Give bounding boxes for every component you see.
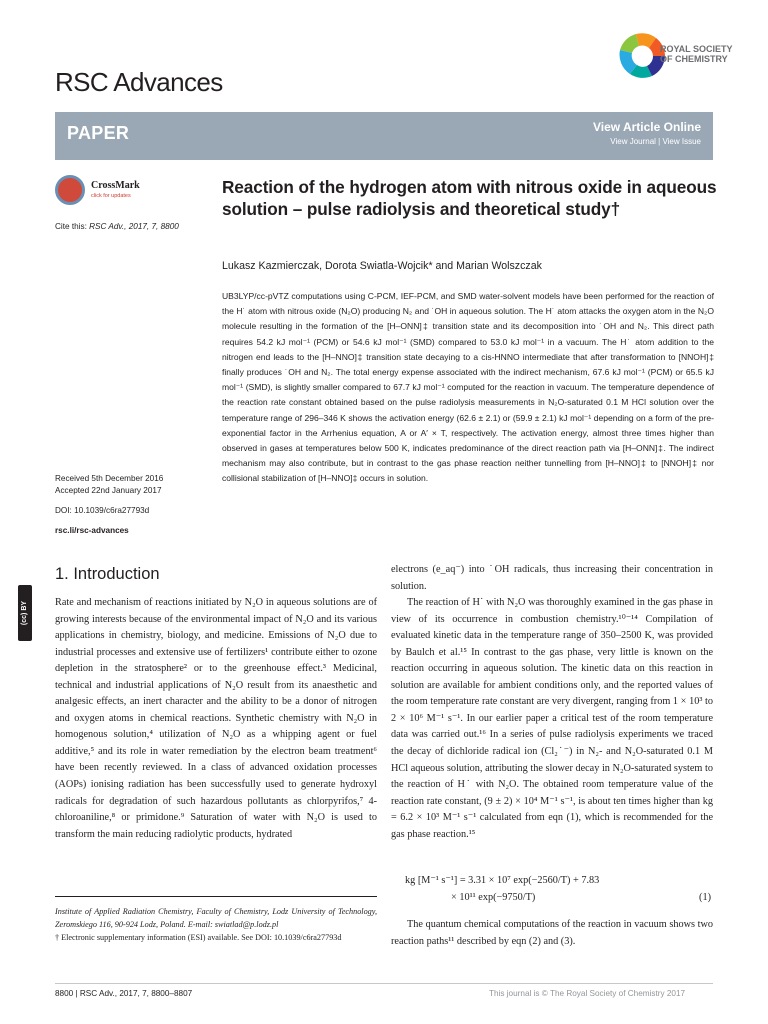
authors: Lukasz Kazmierczak, Dorota Swiatla-Wojcik* and Marian Wolszczak bbox=[222, 260, 542, 272]
body-right-column-end bbox=[391, 917, 713, 950]
footer-rule bbox=[55, 983, 713, 984]
article-type-banner bbox=[55, 112, 713, 160]
affiliation: Institute of Applied Radiation Chemistry, Faculty of Chemistry, Lodz University of Technology, Zeromskiego 116, 90-924 Lodz, Poland. E-mail: swiatlad@p.lodz.pl bbox=[55, 907, 377, 930]
paragraph: Rate and mechanism of reactions initiated by N₂O in aqueous solutions are of growing interests because of the environmental impact of N₂O and its various applications in chemistry, biology, and medicine. Emissions of N₂O due to industrial processes and extensive use of fertilizers¹ contribute either to ozone depletion in the stratosphere² or to the greenhouse effect.³ Medicinal, technical and industrial applications of N₂O result from its anaesthetic and analgesic effects, an inert character and the ability to be a donor of nitrogen and oxygen atoms in chemical reactions. Synthetic chemistry with N₂O in homogenous solution,⁴ utilization of N₂O as a whipping agent or fuel additive,⁵ and its role in water remediation by the electron beam treatment⁶ have been recently reviewed. In a class of advanced oxidation processes (AOPs) ionising radiation has been successfully used to generate hydroxyl radicals for degradation of such hazardous pollutants as chlorpyrifos,⁷ 4-chloroaniline,⁸ or primidone.⁹ Saturation of water with N₂O is used to transform the main reducing radiolytic products, hydrated bbox=[55, 597, 377, 840]
view-journal-issue-links[interactable]: View Journal | View Issue bbox=[610, 137, 701, 146]
paragraph: The reaction of H˙ with N₂O was thoroughly examined in the gas phase in view of its occurrence in combustion chemistry.¹⁰⁻¹⁴ Compilation of evaluated kinetic data in the temperature range of 350–2500 K, was provided by Baulch et al.¹⁵ In contrast to the gas phase, very little is known on the reaction occurring in aqueous solution. The kinetic data on this reaction in solution are available for ambient conditions only, and the reported values of the room temperature rate constant are very divergent, ranging from 1 × 10³ to 2 × 10⁶ M⁻¹ s⁻¹. In our earlier paper a critical test of the room temperature data was carried out.¹⁶ In a series of pulse radiolysis experiments we traced the decay of dichloride radical ion (Cl₂˙⁻) in N₂- and N₂O-saturated 0.1 M HCl aqueous solution, attributing the slower decay in N₂O-saturated system to the reaction of H˙ with N₂O. The obtained room temperature value of the reaction rate constant, (9 ± 2) × 10⁴ M⁻¹ s⁻¹, is about ten times higher than kg = 6.2 × 10³ M⁻¹ s⁻¹ calculated from eqn (1), which is recommended for the gas phase reaction.¹⁵ bbox=[391, 597, 713, 840]
rsc-logo-text: ROYAL SOCIETY OF CHEMISTRY bbox=[660, 44, 733, 64]
crossmark-badge[interactable]: CrossMark click for updates bbox=[55, 175, 165, 213]
section-heading: 1. Introduction bbox=[55, 565, 160, 583]
equation-1: kg [M⁻¹ s⁻¹] = 3.31 × 10⁷ exp(−2560/T) + 7.83 × 10¹¹ exp(−9750/T) (1) bbox=[405, 875, 711, 903]
footnotes bbox=[55, 905, 377, 945]
crossmark-icon bbox=[55, 175, 85, 205]
cite-this: Cite this: RSC Adv., 2017, 7, 8800 bbox=[55, 222, 179, 231]
body-right-column bbox=[391, 562, 713, 843]
body-left-column bbox=[55, 595, 377, 843]
paragraph: electrons (e_aq⁻) into ˙OH radicals, thus increasing their concentration in solution. bbox=[391, 564, 713, 592]
footnote-rule bbox=[55, 896, 377, 897]
abstract: UB3LYP/cc-pVTZ computations using C-PCM, IEF-PCM, and SMD water-solvent models have been performed for the reaction of the H˙ atom with nitrous oxide (N₂O) producing N₂ and ˙OH in aqueous solution. The H˙ atom attacks the oxygen atom in the N₂O molecule resulting in the formation of the [H–ONN]‡ transition state and its decomposition into ˙OH and N₂. This direct path requires 54.2 kJ mol⁻¹ (PCM) or 54.6 kJ mol⁻¹ (SMD) compared to 53.0 kJ mol⁻¹ in a vacuum. The H˙ atom addition to the nitrogen end leads to the [H–NNO]‡ transition state decaying to a cis-HNNO intermediate that after transformation to [NNOH]‡ finally produces ˙OH and N₂. The total energy expense associated with the indirect mechanism, 67.6 kJ mol⁻¹ (PCM) or 65.5 kJ mol⁻¹ (SMD), is slightly smaller compared to 67.7 kJ mol⁻¹ computed for the reaction in vacuum. The temperature dependence of the reaction rate constant obtained based on the pulse radiolysis measurements in N₂O-saturated 0.1 M HCl solution over the temperature range of 296–346 K shows the activation energy (62.6 ± 2.1) or (59.9 ± 2.1) kJ mol⁻¹ depending on a form of the pre-exponential factor in the Arrhenius equation, A or A′ × T, respectively. The activation energy, almost three times higher than observed in gases at temperatures below 500 K, indicates predominance of the direct reaction path via [H–ONN]‡. The indirect mechanism may also contribute, but in contrast to the gas phase reaction neither tunnelling from [H–NNO]‡ to [NNOH]‡ nor collisional stabilization of [H–NNO]‡ occurs in solution. bbox=[222, 291, 714, 484]
journal-name: RSC Advances bbox=[55, 67, 223, 97]
view-article-online-link[interactable]: View Article Online bbox=[592, 120, 701, 134]
footer-copyright: This journal is © The Royal Society of Chemistry 2017 bbox=[489, 989, 686, 998]
cc-by-license-icon: (cc) BY bbox=[18, 585, 32, 641]
doi[interactable]: DOI: 10.1039/c6ra27793d bbox=[55, 506, 150, 515]
footer-citation: 8800 | RSC Adv., 2017, 7, 8800–8807 bbox=[55, 989, 193, 998]
esi-note: † Electronic supplementary information (ESI) available. See DOI: 10.1039/c6ra27793d bbox=[55, 933, 342, 943]
paragraph: The quantum chemical computations of the reaction in vacuum shows two reaction paths¹¹ described by eqn (2) and (3). bbox=[391, 919, 713, 947]
article-type: PAPER bbox=[67, 123, 130, 143]
article-title: Reaction of the hydrogen atom with nitrous oxide in aqueous solution – pulse radiolysis and theoretical study† bbox=[222, 177, 717, 219]
journal-link[interactable]: rsc.li/rsc-advances bbox=[55, 526, 129, 535]
received-dates: Received 5th December 2016 Accepted 22nd January 2017 bbox=[55, 474, 164, 495]
